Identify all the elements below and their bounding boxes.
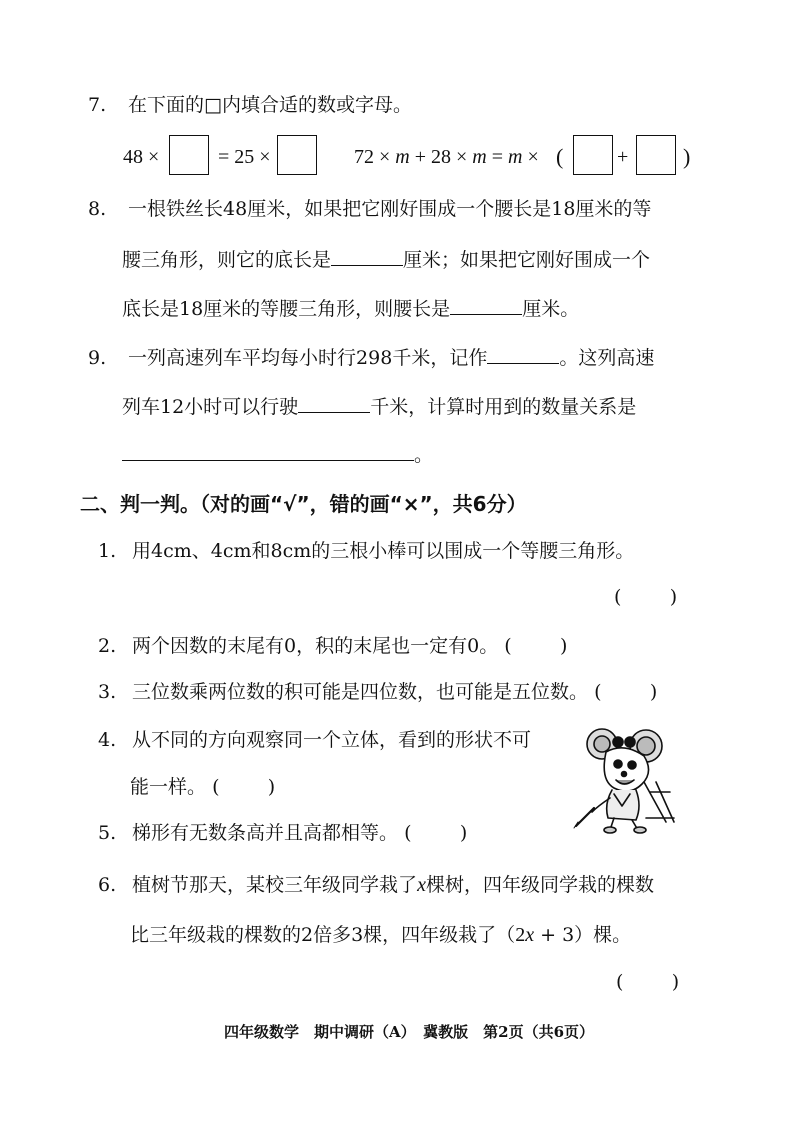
answer-paren[interactable]: ( ) [212,776,276,798]
question-text: 比三年级栽的棵数的2倍多3棵，四年级栽了（ [130,924,516,946]
close-paren: ) [683,144,691,169]
equation-1-left: 48 × [123,146,160,168]
question-text: 。这列高速 [559,347,655,369]
equation-2 [354,146,539,169]
open-paren: ( [556,144,564,169]
eq-op: × [527,146,539,168]
eq-term: + 28 × [414,146,468,168]
cartoon-mouse-illustration [566,722,686,834]
question-number: 8. [88,198,107,220]
answer-box[interactable] [277,135,317,175]
question-number: 5. [98,822,117,844]
judge-item-5 [98,820,467,846]
question-text: 一列高速列车平均每小时行298千米，记作 [128,347,488,369]
eq-var: x [417,874,426,896]
page-footer: 四年级数学 期中调研（A） 冀教版 第2页（共6页） [224,1023,595,1041]
question-number: 2. [98,635,117,657]
question-text: 千米，计算时用到的数量关系是 [370,396,637,418]
eq-var: m [472,146,487,168]
question-number: 4. [98,729,117,751]
question-number: 6. [98,874,117,896]
fill-blank[interactable] [487,343,559,364]
question-9 [88,343,654,371]
judge-item-4 [98,727,531,753]
question-text: 一根铁丝长48厘米，如果把它刚好围成一个腰长是18厘米的等 [128,198,652,220]
fill-blank[interactable] [331,245,403,266]
question-number: 1. [98,540,117,562]
judge-item-1 [98,538,634,564]
eq-op: × [379,146,391,168]
eq-var: m [395,146,410,168]
judge-item-6-line2 [130,922,631,948]
answer-paren[interactable]: ( ) [594,681,658,703]
answer-paren[interactable]: ( ) [504,635,568,657]
question-8 [88,196,651,222]
eq-var: x [525,924,535,946]
question-number: 9. [88,347,107,369]
question-text: 棵树，四年级同学栽的棵数 [425,874,654,896]
answer-box[interactable] [573,135,613,175]
question-text: 从不同的方向观察同一个立体，看到的形状不可 [132,729,532,751]
question-text: 腰三角形，则它的底长是 [122,249,332,271]
question-7 [88,92,412,118]
question-number: 7. [88,94,107,116]
question-text: 在下面的□内填合适的数或字母。 [128,94,412,116]
judge-item-6 [98,872,654,898]
section-title: 二、判一判。（对的画“√”，错的画“×”，共6分） [80,492,527,516]
question-text: 列车12小时可以行驶 [122,396,299,418]
question-text: 植树节那天，某校三年级同学栽了 [132,874,418,896]
question-text: 两个因数的末尾有0，积的末尾也一定有0。 [132,635,499,657]
answer-box[interactable] [636,135,676,175]
judge-item-4-line2 [130,774,275,800]
question-text: 能一样。 [130,776,207,798]
eq-var: m [508,146,523,168]
fill-blank[interactable] [450,294,522,315]
question-text: 厘米；如果把它刚好围成一个 [403,249,651,271]
answer-paren[interactable]: ( ) [404,822,468,844]
question-text: 。 [414,444,434,466]
question-text: + 3）棵。 [534,924,632,946]
answer-paren[interactable]: ( ) [616,971,680,993]
answer-box[interactable] [169,135,209,175]
eq-term: 2 [515,924,526,946]
question-9-line3 [122,440,433,468]
question-8-line3 [122,294,579,322]
answer-paren[interactable]: ( ) [614,586,678,608]
question-number: 3. [98,681,117,703]
question-text: 梯形有无数条高并且高都相等。 [132,822,399,844]
eq-op: = [491,146,504,168]
judge-item-3 [98,679,657,705]
plus-sign: + [617,146,629,168]
equation-1-right: = 25 × [218,146,271,168]
question-text: 厘米。 [522,298,580,320]
question-text: 底长是18厘米的等腰三角形，则腰长是 [122,298,451,320]
fill-blank[interactable] [298,392,370,413]
eq-term: 72 [354,146,374,168]
question-8-line2 [122,245,650,273]
judge-item-2 [98,633,567,659]
question-text: 三位数乘两位数的积可能是四位数，也可能是五位数。 [132,681,589,703]
question-text: 用4cm、4cm和8cm的三根小棒可以围成一个等腰三角形。 [132,540,635,562]
question-9-line2 [122,392,636,420]
fill-blank[interactable] [122,440,414,461]
